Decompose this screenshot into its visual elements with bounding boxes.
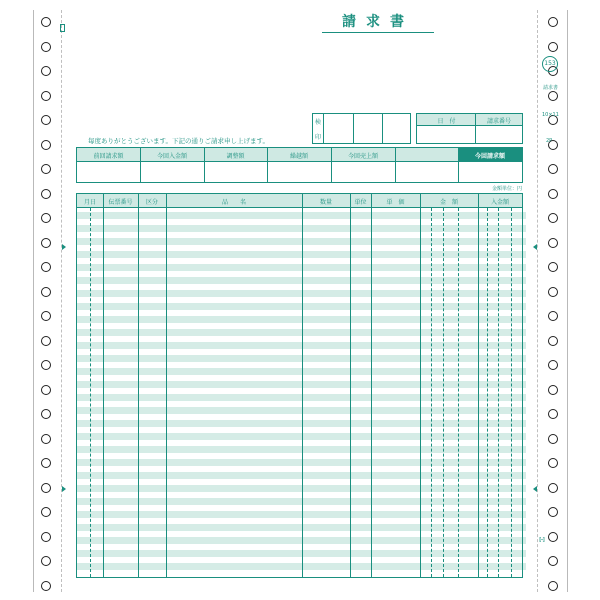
tractor-hole bbox=[41, 213, 51, 223]
tractor-hole bbox=[548, 360, 558, 370]
tractor-hole bbox=[41, 556, 51, 566]
stamp-box bbox=[312, 113, 411, 144]
unit-note: 金額単位：円 bbox=[492, 186, 523, 192]
left-perforation bbox=[61, 10, 62, 592]
right-alignment-mark bbox=[533, 486, 537, 492]
current-sales-label: 今回売上額 bbox=[347, 153, 378, 160]
stamp-label-column bbox=[313, 114, 324, 143]
tractor-hole bbox=[41, 262, 51, 272]
payment-dash-divider bbox=[511, 208, 512, 577]
side-label-parts: 2P bbox=[546, 138, 553, 144]
column-divider bbox=[371, 194, 372, 577]
category-column-label: 区分 bbox=[145, 199, 158, 206]
carryover-label: 繰越額 bbox=[289, 153, 308, 160]
side-label-type: 請求書 bbox=[543, 85, 559, 91]
current-billing-label: 今回請求額 bbox=[474, 153, 505, 160]
column-divider bbox=[302, 194, 303, 577]
tractor-hole bbox=[41, 42, 51, 52]
tractor-hole bbox=[41, 360, 51, 370]
column-divider bbox=[138, 194, 139, 577]
column-divider bbox=[350, 194, 351, 577]
summary-divider bbox=[267, 148, 268, 182]
date-number-divider bbox=[475, 114, 476, 143]
stamp-label-ken: 検 bbox=[315, 119, 322, 126]
greeting-text: 毎度ありがとうございます。下記の通りご請求申し上げます。 bbox=[88, 137, 269, 145]
stamp-divider bbox=[353, 114, 354, 143]
tractor-hole bbox=[41, 115, 51, 125]
current-payment-label: 今回入金額 bbox=[156, 153, 187, 160]
item-name-column-label: 品 名 bbox=[221, 199, 246, 206]
quantity-column-label: 数量 bbox=[319, 199, 332, 206]
stamp-label-in: 印 bbox=[315, 134, 322, 141]
column-divider bbox=[103, 194, 104, 577]
right-alignment-mark bbox=[533, 244, 537, 250]
tractor-hole bbox=[41, 311, 51, 321]
tractor-hole bbox=[41, 336, 51, 346]
slip-number-column-label: 伝票番号 bbox=[108, 199, 133, 206]
column-divider bbox=[478, 194, 479, 577]
tractor-hole bbox=[548, 164, 558, 174]
summary-divider bbox=[140, 148, 141, 182]
tractor-hole bbox=[548, 581, 558, 591]
tractor-hole bbox=[41, 189, 51, 199]
tractor-hole bbox=[548, 17, 558, 27]
column-divider bbox=[420, 194, 421, 577]
tractor-hole bbox=[548, 385, 558, 395]
tractor-hole bbox=[548, 434, 558, 444]
left-alignment-mark bbox=[62, 486, 66, 492]
date-dash-divider bbox=[90, 208, 91, 577]
line-item-table bbox=[76, 193, 523, 578]
tractor-hole bbox=[41, 17, 51, 27]
tractor-hole bbox=[548, 311, 558, 321]
unit-column-label: 単位 bbox=[354, 199, 367, 206]
tractor-hole bbox=[548, 262, 558, 272]
tractor-hole bbox=[41, 91, 51, 101]
tractor-hole bbox=[41, 532, 51, 542]
payment-dash-divider bbox=[487, 208, 488, 577]
adjustment-label: 調整額 bbox=[226, 153, 245, 160]
tractor-hole bbox=[41, 458, 51, 468]
tractor-hole bbox=[548, 409, 558, 419]
tractor-hole bbox=[548, 189, 558, 199]
payment-column-label: 入金額 bbox=[490, 199, 509, 206]
amount-dash-divider bbox=[431, 208, 432, 577]
tractor-hole bbox=[548, 336, 558, 346]
tractor-hole bbox=[41, 238, 51, 248]
summary-divider bbox=[204, 148, 205, 182]
tractor-hole bbox=[548, 238, 558, 248]
tractor-hole bbox=[41, 287, 51, 297]
tractor-hole bbox=[548, 458, 558, 468]
tractor-hole bbox=[41, 409, 51, 419]
summary-divider bbox=[458, 148, 459, 182]
tractor-hole bbox=[548, 507, 558, 517]
left-alignment-mark bbox=[62, 244, 66, 250]
tractor-hole bbox=[548, 213, 558, 223]
tractor-hole bbox=[41, 140, 51, 150]
date-column-label: 月日 bbox=[83, 199, 96, 206]
tractor-hole bbox=[41, 483, 51, 493]
tractor-hole bbox=[41, 434, 51, 444]
tractor-hole bbox=[41, 507, 51, 517]
payment-dash-divider bbox=[498, 208, 499, 577]
tractor-hole bbox=[548, 42, 558, 52]
document-title: 請求書 bbox=[322, 11, 434, 33]
previous-billing-label: 前回請求額 bbox=[93, 153, 124, 160]
amount-column-label: 金 額 bbox=[439, 199, 458, 206]
tractor-hole bbox=[548, 91, 558, 101]
tractor-hole bbox=[548, 532, 558, 542]
summary-table bbox=[76, 147, 523, 183]
date-label: 日 付 bbox=[437, 118, 456, 125]
amount-dash-divider bbox=[458, 208, 459, 577]
tractor-hole bbox=[41, 66, 51, 76]
column-divider bbox=[166, 194, 167, 577]
unit-price-column-label: 単 価 bbox=[386, 199, 405, 206]
tractor-hole bbox=[41, 164, 51, 174]
right-perforation bbox=[537, 10, 538, 592]
tractor-hole bbox=[41, 581, 51, 591]
tractor-hole bbox=[548, 287, 558, 297]
form-code-badge: 153 bbox=[542, 56, 558, 72]
date-number-box bbox=[416, 113, 523, 144]
invoice-number-label: 請求番号 bbox=[486, 118, 511, 125]
tractor-hole bbox=[41, 385, 51, 395]
tractor-hole bbox=[548, 556, 558, 566]
tractor-hole bbox=[548, 483, 558, 493]
maker-mark: ℍ bbox=[539, 536, 545, 544]
stamp-divider bbox=[382, 114, 383, 143]
left-tractor-holes bbox=[40, 0, 56, 600]
corner-mark bbox=[60, 24, 65, 32]
side-label-size: 10×11 bbox=[542, 112, 559, 118]
summary-divider bbox=[331, 148, 332, 182]
summary-divider bbox=[395, 148, 396, 182]
amount-dash-divider bbox=[443, 208, 444, 577]
